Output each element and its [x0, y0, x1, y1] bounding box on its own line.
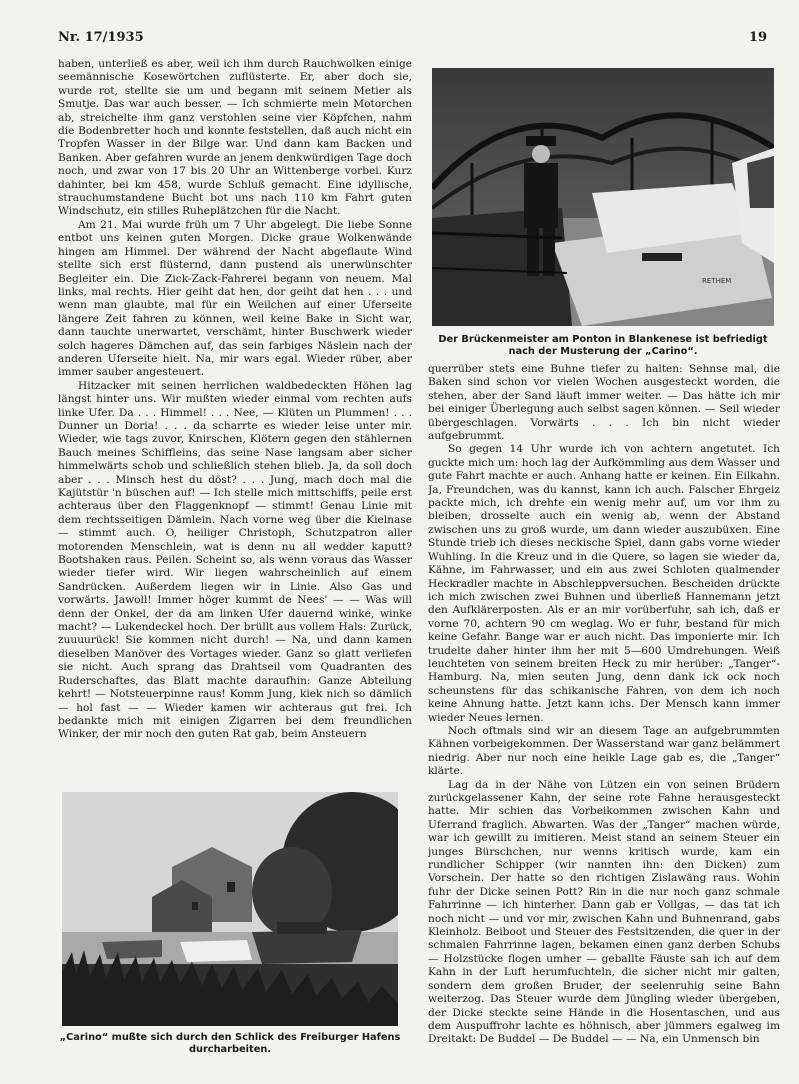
right-text-column — [428, 363, 780, 1073]
photo-caption-bottom: „Carino“ mußte sich durch den Schlick des Freiburger Hafens durcharbeiten. — [59, 1032, 401, 1055]
left-text-column — [58, 58, 412, 758]
paragraph: Lag da in der Nähe von Lützen ein von seinen Brüdern zurückgelassener Kahn, der seine rote Fahne herausgesteckt hatte. Mir schien das Vorbeikommen zwischen Kahn und Uferrand fraglich. Abwarten. Was der „Tanger“ machen würde, war ich gewillt zu imitieren. Meist stand an seinem Steuer ein junges Bürschchen, nur wenns kritisch wurde, kam ein rundlicher Schipper (wir nannten ihn: den Dicken) zum Vorschein. Der hatte so den richtigen Zislawäng raus. Wohin fuhr der Dicke seinen Pott? Rin in die nur noch ganz schmale Fahrrinne — ich hinterher. Dann gab er Vollgas, — das tat ich noch nicht — und vor mir, zwischen Kahn und Buhnenrand, gabs Kleinholz. Beiboot und Steuer des Festsitzenden, die quer in der schmalen Fahrrinne lagen, bekamen einen ganz derben Schubs — Holzstücke flogen umher — geballte Fäuste sah ich auf dem Kahn in der Luft herumfuchteln, die sicher nicht mir galten, sondern dem großen Bruder, der seelenruhig seine Bahn weiterzog. Das Steuer wurde dem Jüngling wieder übergeben, der Dicke steckte seine Hände in die Hosentaschen, und aus dem Auspuffrohr lachte es höhnisch, aber jümmers egalweg im Dreitakt: De Buddel — De Buddel — — Na, ein Unmensch bin — [428, 778, 780, 1046]
paragraph: Hitzacker mit seinen herrlichen waldbedeckten Höhen lag längst hinter uns. Wir mußten wieder einmal vom rechten aufs linke Ufer. Da . . . Himmel! . . . Nee, — Klüten un Plummen! . . . Dunner un Doria! . . . da scharrte es wieder leise unter mir. Wieder, wie tags zuvor, Knirschen, Klötern gegen den stählernen Bauch meines Schiffleins, das seine Nase langsam aber sicher himmelwärts schob und schließlich stehen blieb. Ja, da soll doch aber . . . Minsch hest du döst? . . . Jung, mach doch mal die Kajütstür 'n büschen auf! — Ich stelle mich mittschiffs, peile erst achteraus über den Flaggenknopf — stimmt! Genau Linie mit dem rechtsseitigen Dämlein. Nach vorne weg über die Kielnase — stimmt auch. O, heiliger Christoph, Schutzpatron aller motorenden Menschlein, wat is denn nu all wedder kaputt? Bootshaken raus. Peilen. Scheint so, als wenn voraus das Wasser wieder tiefer wird. Wir liegen wahrscheinlich auf einem Sandrücken. Außerdem liegen wir in Linie. Also Gas und vorwärts. Jawoll! Immer höger kummt de Nees' — — Was will denn der Onkel, der da am linken Ufer dauernd winke, winke macht? — Lukendeckel hoch. Der brüllt aus vollem Hals: Zurück, zuuuurück! Sie kommen nicht durch! — Na, und dann kamen dieselben Manöver des Vortages wieder. Ganz so glatt verliefen sie nicht. Auch sprang das Drahtseil vom Quadranten des Ruderschaftes, das Blatt machte daraufhin: Ganze Abteilung kehrt! — Notsteuerpinne raus! Komm Jung, kiek nich so dämlich — hol fast — — Wieder kamen wir achteraus gut frei. Ich bedankte mich mit einigen Zigarren bei dem freundlichen Winker, der mir noch den guten Rat gab, beim Ansteuern — [58, 379, 412, 741]
page-header — [58, 30, 767, 50]
paragraph: So gegen 14 Uhr wurde ich von achtern angetutet. Ich guckte mich um: hoch lag der Aufkömmling aus dem Wasser und gute Fahrt machte er auch. Anhang hatte er keinen. Ein Eilkahn. Ja, Freundchen, was du kannst, kann ich auch. Falscher Ehrgeiz packte mich, ich drehte ein wenig mehr auf, um vor ihm zu bleiben, drosselte auch ein wenig ab, wenn der Abstand zwischen uns zu groß wurde, um dann wieder auszubüxen. Eine Stunde trieb ich dieses neckische Spiel, dann gabs vorne wieder Wuhling. In die Kreuz und in die Quere, so lagen sie wieder da, Kähne, im Fahrwasser, und ein aus zwei Schloten qualmender Heckradler machte in Abschleppversuchen. Bescheiden drückte ich mich zwischen zwei Buhnen und überließ Hannemann jetzt den Aufklärerposten. Als er an mir vorüberfuhr, sah ich, daß er vorne 70, achtern 90 cm weglag. Wo er fuhr, bestand für mich keine Gefahr. Bange war er auch nicht. Das imponierte mir. Ich trudelte daher hinter ihm her mit 5—600 Umdrehungen. Weiß leuchteten von seinem breiten Heck zu mir herüber: „Tanger“-Hamburg. Na, mien seuten Jung, denn dank ick ock noch scheunstens für das schikanische Fahren, von dem ich noch keine Ahnung hatte. Jetzt kann ichs. Der Mensch kann immer wieder Neues lernen. — [428, 443, 780, 724]
page-number: 19 — [748, 30, 767, 45]
photo-bridge-master-on-boat — [432, 68, 774, 326]
paragraph: haben, unterließ es aber, weil ich ihm durch Rauchwolken einige seemännische Kosewörtchen zuflüsterte. Er, aber doch sie, wurde rot, stellte sie um und begann mit seinem Metier als Smutje. Das war auch besser. — Ich schmierte mein Motorchen ab, streichelte ihm ganz verstohlen seine vier Köpfchen, nahm die Bodenbretter hoch und konnte feststellen, daß auch nicht ein Tropfen Wasser in der Bilge war. Und dann kam Backen und Banken. Aber gefahren wurde an jenem denkwürdigen Tage doch noch, und zwar von 17 bis 20 Uhr an Wittenberge vorbei. Kurz dahinter, bei km 458, wurde Schluß gemacht. Eine idyllische, strauchumstandene Bucht bot uns nach 110 km Fahrt guten Windschutz, ein stilles Ruheplätzchen für die Nacht. — [58, 58, 412, 218]
paragraph: Am 21. Mai wurde früh um 7 Uhr abgelegt. Die liebe Sonne entbot uns keinen guten Morgen. Dicke graue Wolkenwände hingen am Himmel. Der während der Nacht abgeflaute Wind stellte sich erst flüsternd, dann pustend als unerwünschter Begleiter ein. Die Zick-Zack-Fahrerei begann von neuem. Mal links, mal rechts. Hier geiht dat hen, dor geiht dat hen . . . und wenn man glaubte, mal für ein Weilchen auf einer Uferseite längere Zeit fahren zu können, weil keine Bake in Sicht war, dann tauchte unerwartet, verschämt, hinter Buschwerk wieder solch hageres Dämchen auf, das sein farbiges Näslein nach der anderen Uferseite hielt. Na, mir wars egal. Wieder rüber, aber immer sauber angesteuert. — [58, 218, 412, 379]
photo-carino-harbour — [62, 792, 398, 1026]
photo-caption-top: Der Brückenmeister am Ponton in Blankenese ist befriedigt nach der Musterung der „Carino“. — [438, 334, 768, 357]
boat-name-label: RETHEM — [702, 277, 732, 285]
issue-number: Nr. 17/1935 — [58, 30, 144, 45]
paragraph: Noch oftmals sind wir an diesem Tage an aufgebrummten Kähnen vorbeigekommen. Der Wasserstand war ganz belämmert niedrig. Aber nur noch eine heikle Lage gab es, die „Tanger“ klärte. — [428, 724, 780, 778]
paragraph: querrüber stets eine Buhne tiefer zu halten: Sehnse mal, die Baken sind schon vor vielen Wochen ausgesteckt worden, die stehen, aber der Sand läuft immer weiter. — Das hätte ich mir bei einiger Überlegung auch selbst sagen können. — Seil wieder übergeschlagen. Vorwärts . . . Ich bin nicht wieder aufgebrummt. — [428, 363, 780, 443]
